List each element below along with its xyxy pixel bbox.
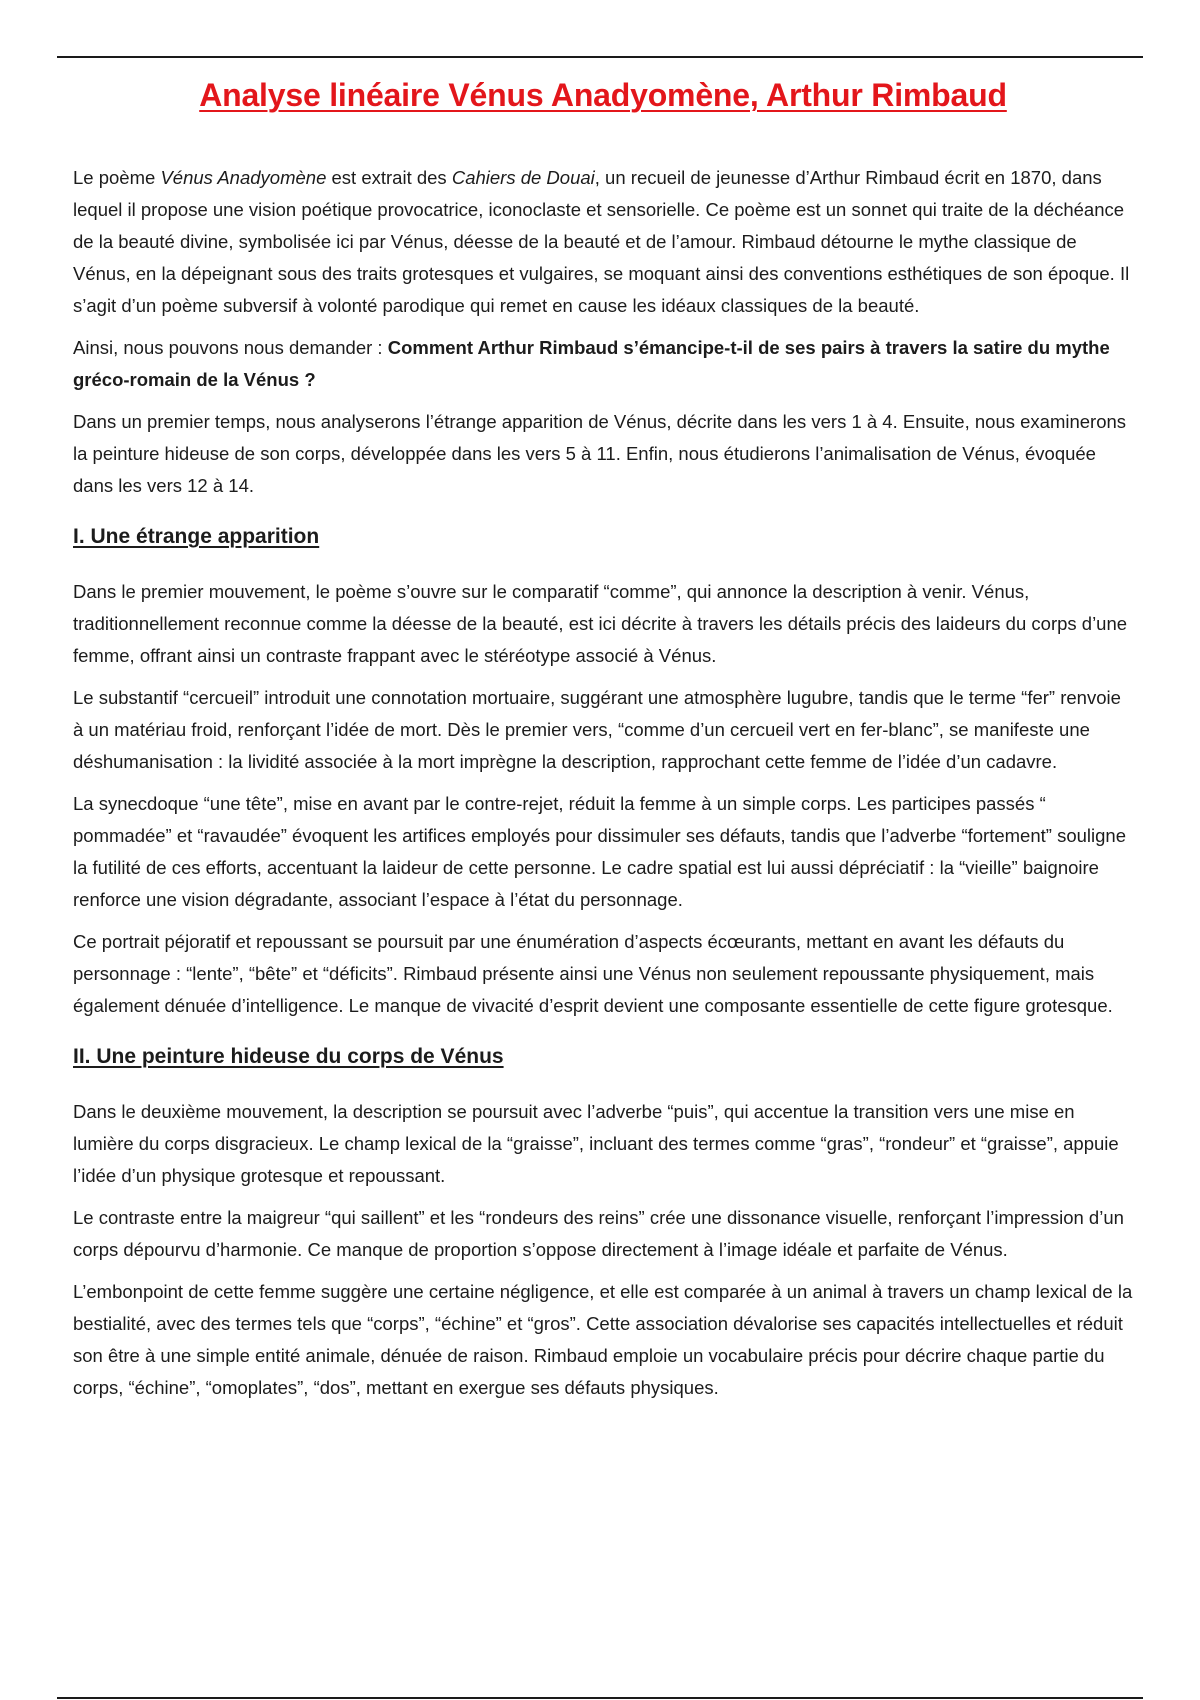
section-2-heading: II. Une peinture hideuse du corps de Vénus <box>73 1045 504 1068</box>
document-title: Analyse linéaire Vénus Anadyomène, Arthur Rimbaud <box>199 77 1007 113</box>
top-rule <box>57 56 1143 58</box>
intro-paragraph-1: Le poème Vénus Anadyomène est extrait des Cahiers de Douai, un recueil de jeunesse d’Arthur Rimbaud écrit en 1870, dans lequel il propose une vision poétique provocatrice, iconoclaste et sensorielle. Ce poème est un sonnet qui traite de la déchéance de la beauté divine, symbolisée ici par Vénus, déesse de la beauté et de l’amour. Rimbaud détourne le mythe classique de Vénus, en la dépeignant sous des traits grotesques et vulgaires, se moquant ainsi des conventions esthétiques de son époque. Il s’agit d’un poème subversif à volonté parodique qui remet en cause les idéaux classiques de la beauté. <box>73 167 1130 316</box>
intro-paragraph-2: Ainsi, nous pouvons nous demander : Comment Arthur Rimbaud s’émancipe-t-il de ses pairs à travers la satire du mythe gréco-romain de la Vénus ? <box>73 337 1110 390</box>
document-body <box>73 162 1133 1404</box>
problematic-question: Comment Arthur Rimbaud s’émancipe-t-il de ses pairs à travers la satire du mythe gréco-romain de la Vénus ? <box>73 337 1110 390</box>
section-1-paragraph: Dans le premier mouvement, le poème s’ouvre sur le comparatif “comme”, qui annonce la description à venir. Vénus, traditionnellement reconnue comme la déesse de la beauté, est ici décrite à travers les détails précis des laideurs du corps d’une femme, offrant ainsi un contraste frappant avec le stéréotype associé à Vénus. <box>73 581 1128 666</box>
section-2-paragraph: L’embonpoint de cette femme suggère une certaine négligence, et elle est comparée à un animal à travers un champ lexical de la bestialité, avec des termes tels que “corps”, “échine” et “gros”. Cette association dévalorise ses capacités intellectuelles et réduit son être à une simple entité animale, dénuée de raison. Rimbaud emploie un vocabulaire précis pour décrire chaque partie du corps, “échine”, “omoplates”, “dos”, mettant en exergue ses défauts physiques. <box>73 1281 1133 1398</box>
section-2-paragraph: Dans le deuxième mouvement, la description se poursuit avec l’adverbe “puis”, qui accentue la transition vers une mise en lumière du corps disgracieux. Le champ lexical de la “graisse”, incluant des termes comme “gras”, “rondeur” et “graisse”, appuie l’idée d’un physique grotesque et repoussant. <box>73 1101 1119 1186</box>
collection-title: Cahiers de Douai <box>451 167 595 188</box>
document-page <box>73 70 1133 1414</box>
section-1-paragraph: Le substantif “cercueil” introduit une connotation mortuaire, suggérant une atmosphère lugubre, tandis que le terme “fer” renvoie à un matériau froid, renforçant l’idée de mort. Dès le premier vers, “comme d’un cercueil vert en fer-blanc”, se manifeste une déshumanisation : la lividité associée à la mort imprègne la description, rapprochant cette femme de l’idée d’un cadavre. <box>73 687 1121 772</box>
section-1-heading: I. Une étrange apparition <box>73 525 320 548</box>
bottom-rule <box>57 1697 1143 1699</box>
section-2-paragraph: Le contraste entre la maigreur “qui saillent” et les “rondeurs des reins” crée une dissonance visuelle, renforçant l’impression d’un corps dépourvu d’harmonie. Ce manque de proportion s’oppose directement à l’image idéale et parfaite de Vénus. <box>73 1207 1124 1260</box>
poem-title: Vénus Anadyomène <box>160 167 327 188</box>
section-1-paragraph: La synecdoque “une tête”, mise en avant par le contre-rejet, réduit la femme à un simple corps. Les participes passés “ pommadée” et “ravaudée” évoquent les artifices employés pour dissimuler ses défauts, tandis que l’adverbe “fortement” souligne la futilité de ces efforts, accentuant la laideur de cette personne. Le cadre spatial est lui aussi dépréciatif : la “vieille” baignoire renforce une vision dégradante, associant l’espace à l’état du personnage. <box>73 793 1126 910</box>
intro-paragraph-3: Dans un premier temps, nous analyserons l’étrange apparition de Vénus, décrite dans les vers 1 à 4. Ensuite, nous examinerons la peinture hideuse de son corps, développée dans les vers 5 à 11. Enfin, nous étudierons l’animalisation de Vénus, évoquée dans les vers 12 à 14. <box>73 411 1127 496</box>
section-1-paragraph: Ce portrait péjoratif et repoussant se poursuit par une énumération d’aspects écœurants, mettant en avant les défauts du personnage : “lente”, “bête” et “déficits”. Rimbaud présente ainsi une Vénus non seulement repoussante physiquement, mais également dénuée d’intelligence. Le manque de vivacité d’esprit devient une composante essentielle de cette figure grotesque. <box>73 931 1113 1016</box>
